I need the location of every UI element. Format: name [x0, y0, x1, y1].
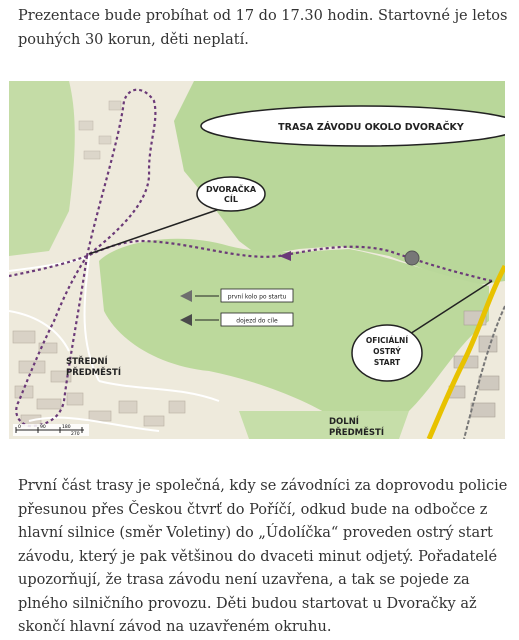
scale-tick-0: 0: [18, 425, 21, 430]
scale-bar: [13, 424, 89, 437]
start-label-line-1: OFICIÁLNÍ: [365, 336, 409, 345]
race-route-map: [9, 81, 505, 439]
district-middle-suburb-line-2: PŘEDMĚSTÍ: [66, 368, 121, 378]
legend-first-lap-label: první kolo po startu: [227, 293, 287, 301]
body-paragraph: První část trasy je společná, kdy se závodníci za doprovodu policie přesunou přes Českou čtvrť do Poříčí, odkud bude na odbočce z hlavní silnice (směr Voletiny) do „Údolíčka“ proveden ostrý start závodu, který je pak většinou do dvaceti minut odjetý. Pořadatelé upozorňují, že trasa závodu není uzavřena, a tak se pojede za plného silničního provozu. Děti budou startovat u Dvoračky až skončí hlavní závod na uzavřeném okruhu.: [18, 478, 508, 635]
district-lower-suburb-line-2: PŘEDMĚSTÍ: [329, 428, 384, 438]
scale-tick-270: 270: [71, 432, 80, 437]
start-label-line-2: OSTRÝ: [373, 347, 401, 356]
legend-to-finish-label: dojezd do cíle: [236, 317, 278, 325]
finish-label-line-2: CÍL: [224, 195, 238, 204]
scale-tick-90: 90: [40, 425, 46, 430]
district-middle-suburb-line-1: STŘEDNÍ: [66, 357, 108, 367]
district-lower-suburb-line-1: DOLNÍ: [329, 417, 359, 427]
scale-tick-180: 180: [62, 425, 71, 430]
start-area-marker: [405, 251, 419, 265]
finish-bubble: [197, 177, 265, 211]
start-label-line-3: START: [373, 358, 401, 367]
intro-paragraph: Prezentace bude probíhat od 17 do 17.30 hodin. Startovné je letos pouhých 30 korun, děti neplatí.: [18, 8, 508, 48]
map-title: TRASA ZÁVODU OKOLO DVORAČKY: [278, 122, 464, 133]
finish-label-line-1: DVORAČKA: [205, 185, 257, 194]
